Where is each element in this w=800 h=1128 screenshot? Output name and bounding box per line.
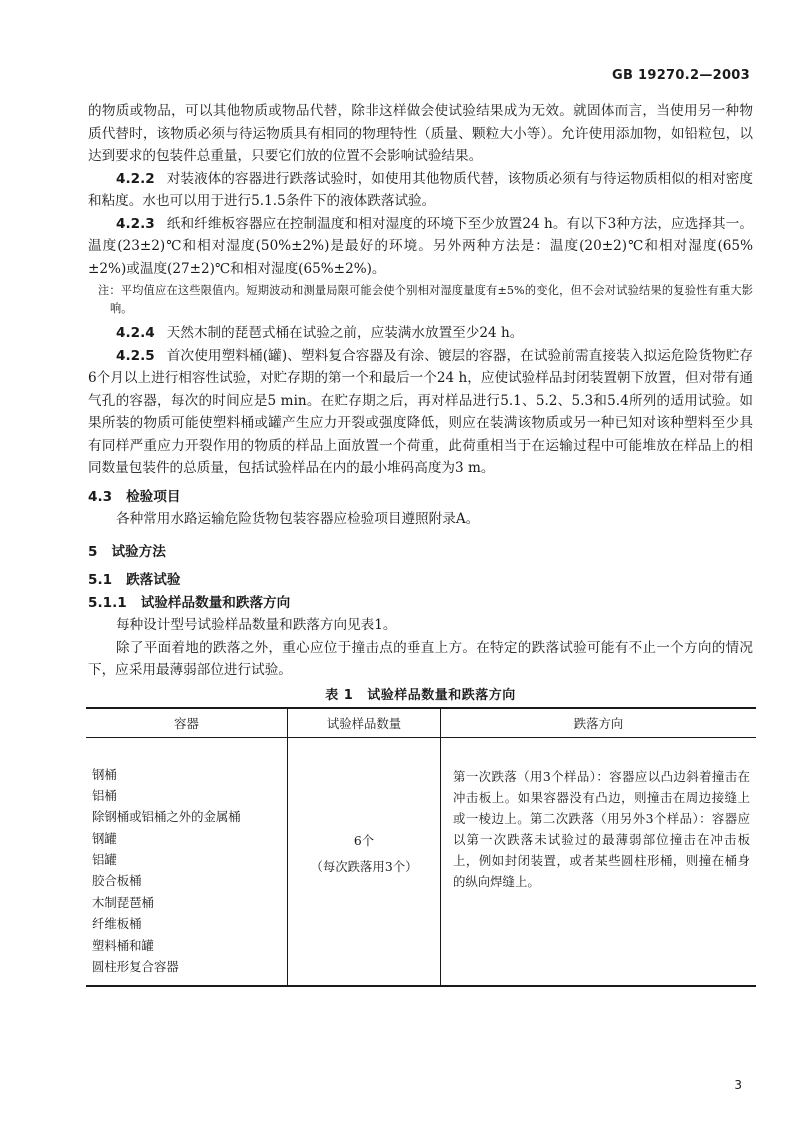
section-5-1-1-text-b: 除了平面着地的跌落之外，重心应位于撞击点的垂直上方。在特定的跌落试验可能有不止一个方向的情况下，应采用最薄弱部位进行试验。 — [88, 639, 753, 678]
paragraph-continued: 的物质或物品，可以其他物质或物品代替，除非这样做会使试验结果成为无效。就固体而言，当使用另一种物质代替时，该物质必须与待运物质具有相同的物理特性（质量、颗粒大小等）。允许使用添加物，如铅粒包，以达到要求的包装件总重量，只要它们放的位置不会影响试验结果。 — [88, 103, 753, 164]
sample-count-cell — [288, 737, 441, 986]
container-list — [86, 737, 288, 986]
section-5-1-1-heading — [88, 592, 753, 615]
section-5-1-1-text-a: 每种设计型号试验样品数量和跌落方向见表1。 — [116, 617, 397, 633]
container-item: 除钢桶或铝桶之外的金属桶 — [92, 809, 241, 825]
container-item: 胶合板桶 — [92, 873, 142, 889]
clause-number: 4.2.2 — [116, 170, 155, 187]
section-4-3-heading — [88, 486, 753, 509]
section-4-3-text: 各种常用水路运输危险货物包装容器应检验项目遵照附录A。 — [116, 511, 480, 527]
standard-number: GB 19270.2—2003 — [612, 68, 750, 83]
table-caption — [88, 684, 753, 703]
header-container: 容器 — [86, 708, 288, 738]
clause-text: 纸和纤维板容器应在控制温度和相对湿度的环境下至少放置24 h。有以下3种方法，应选择其一。温度(23±2)℃和相对湿度(50%±2%)是最好的环境。另外两种方法是：温度(20±2)℃和相对湿度(65%±2%)或温度(27±2)℃和相对湿度(65%±2%)。 — [88, 215, 753, 277]
section-5-heading — [88, 541, 753, 564]
section-number: 5.1 — [88, 572, 113, 588]
section-title: 跌落试验 — [126, 572, 181, 588]
clause-4-2-4 — [88, 322, 753, 345]
header-sample-count: 试验样品数量 — [288, 708, 441, 738]
container-item: 铝桶 — [92, 787, 117, 803]
clause-4-2-2 — [88, 168, 753, 213]
section-5-1-heading — [88, 569, 753, 592]
clause-text: 对装液体的容器进行跌落试验时，如使用其他物质代替，该物质必须有与待运物质相似的相对密度和粘度。水也可以用于进行5.1.5条件下的液体跌落试验。 — [88, 170, 753, 209]
note: 注：平均值应在这些限值内。短期波动和测量局限可能会使个别相对湿度量度有±5%的变化，但不会对试验结果的复验性有重大影响。 — [98, 284, 753, 315]
page-number: 3 — [734, 1078, 742, 1092]
container-item: 圆柱形复合容器 — [92, 959, 179, 975]
container-item: 铝罐 — [92, 852, 117, 868]
section-title: 试验方法 — [111, 543, 166, 560]
section-number: 4.3 — [88, 488, 113, 505]
section-title: 检验项目 — [126, 488, 181, 505]
drop-test-table — [86, 707, 756, 988]
table-row — [86, 737, 756, 986]
section-number: 5 — [88, 543, 98, 560]
sample-count-note: （每次跌落用3个） — [310, 858, 418, 874]
container-item: 纤维板桶 — [92, 916, 142, 932]
document-body — [88, 100, 753, 987]
sample-count: 6个 — [353, 832, 375, 848]
container-item: 塑料桶和罐 — [92, 937, 154, 953]
container-item: 木制琵琶桶 — [92, 894, 154, 910]
section-title: 试验样品数量和跌落方向 — [140, 594, 291, 611]
clause-text: 天然木制的琵琶式桶在试验之前，应装满水放置至少24 h。 — [166, 325, 524, 341]
drop-direction-cell: 第一次跌落（用3个样品）：容器应以凸边斜着撞击在冲击板上。如果容器没有凸边，则撞击在周边接缝上或一棱边上。第二次跌落（用另外3个样品）：容器应以第一次跌落未试验过的最薄弱部位撞击在冲击板上，例如封闭装置，或者某些圆柱形桶，则撞在桶身的纵向焊缝上。 — [441, 737, 757, 986]
clause-number: 4.2.3 — [116, 215, 155, 232]
clause-4-2-5 — [88, 345, 753, 480]
clause-text: 首次使用塑料桶(罐)、塑料复合容器及有涂、镀层的容器，在试验前需直接装入拟运危险货物贮存6个月以上进行相容性试验，对贮存期的第一个和最后一个24 h，应使试验样品封闭装置朝下放置，但对带有通气孔的容器，每次的时间应是5 min。在贮存期之后，再对样品进行5.1、5.2、5.3和5.4所列的适用试验。如果所装的物质可能使塑料桶或罐产生应力开裂或强度降低，则应在装满该物质或另一种已知对该种塑料至少具有同样严重应力开裂作用的物质的样品上面放置一个荷重，此荷重相当于在运输过程中可能堆放在样品上的相同数量包装件的总质量，包括试验样品在内的最小堆码高度为3 m。 — [88, 347, 753, 476]
table-number: 表 1 — [325, 687, 354, 703]
clause-number: 4.2.5 — [116, 347, 155, 364]
table-title: 试验样品数量和跌落方向 — [367, 687, 516, 703]
container-item: 钢桶 — [92, 766, 117, 782]
header-drop-direction: 跌落方向 — [441, 708, 757, 738]
section-number: 5.1.1 — [88, 594, 127, 611]
table-header-row — [86, 708, 756, 738]
container-item: 钢罐 — [92, 830, 117, 846]
clause-4-2-3 — [88, 213, 753, 281]
clause-number: 4.2.4 — [116, 325, 155, 341]
